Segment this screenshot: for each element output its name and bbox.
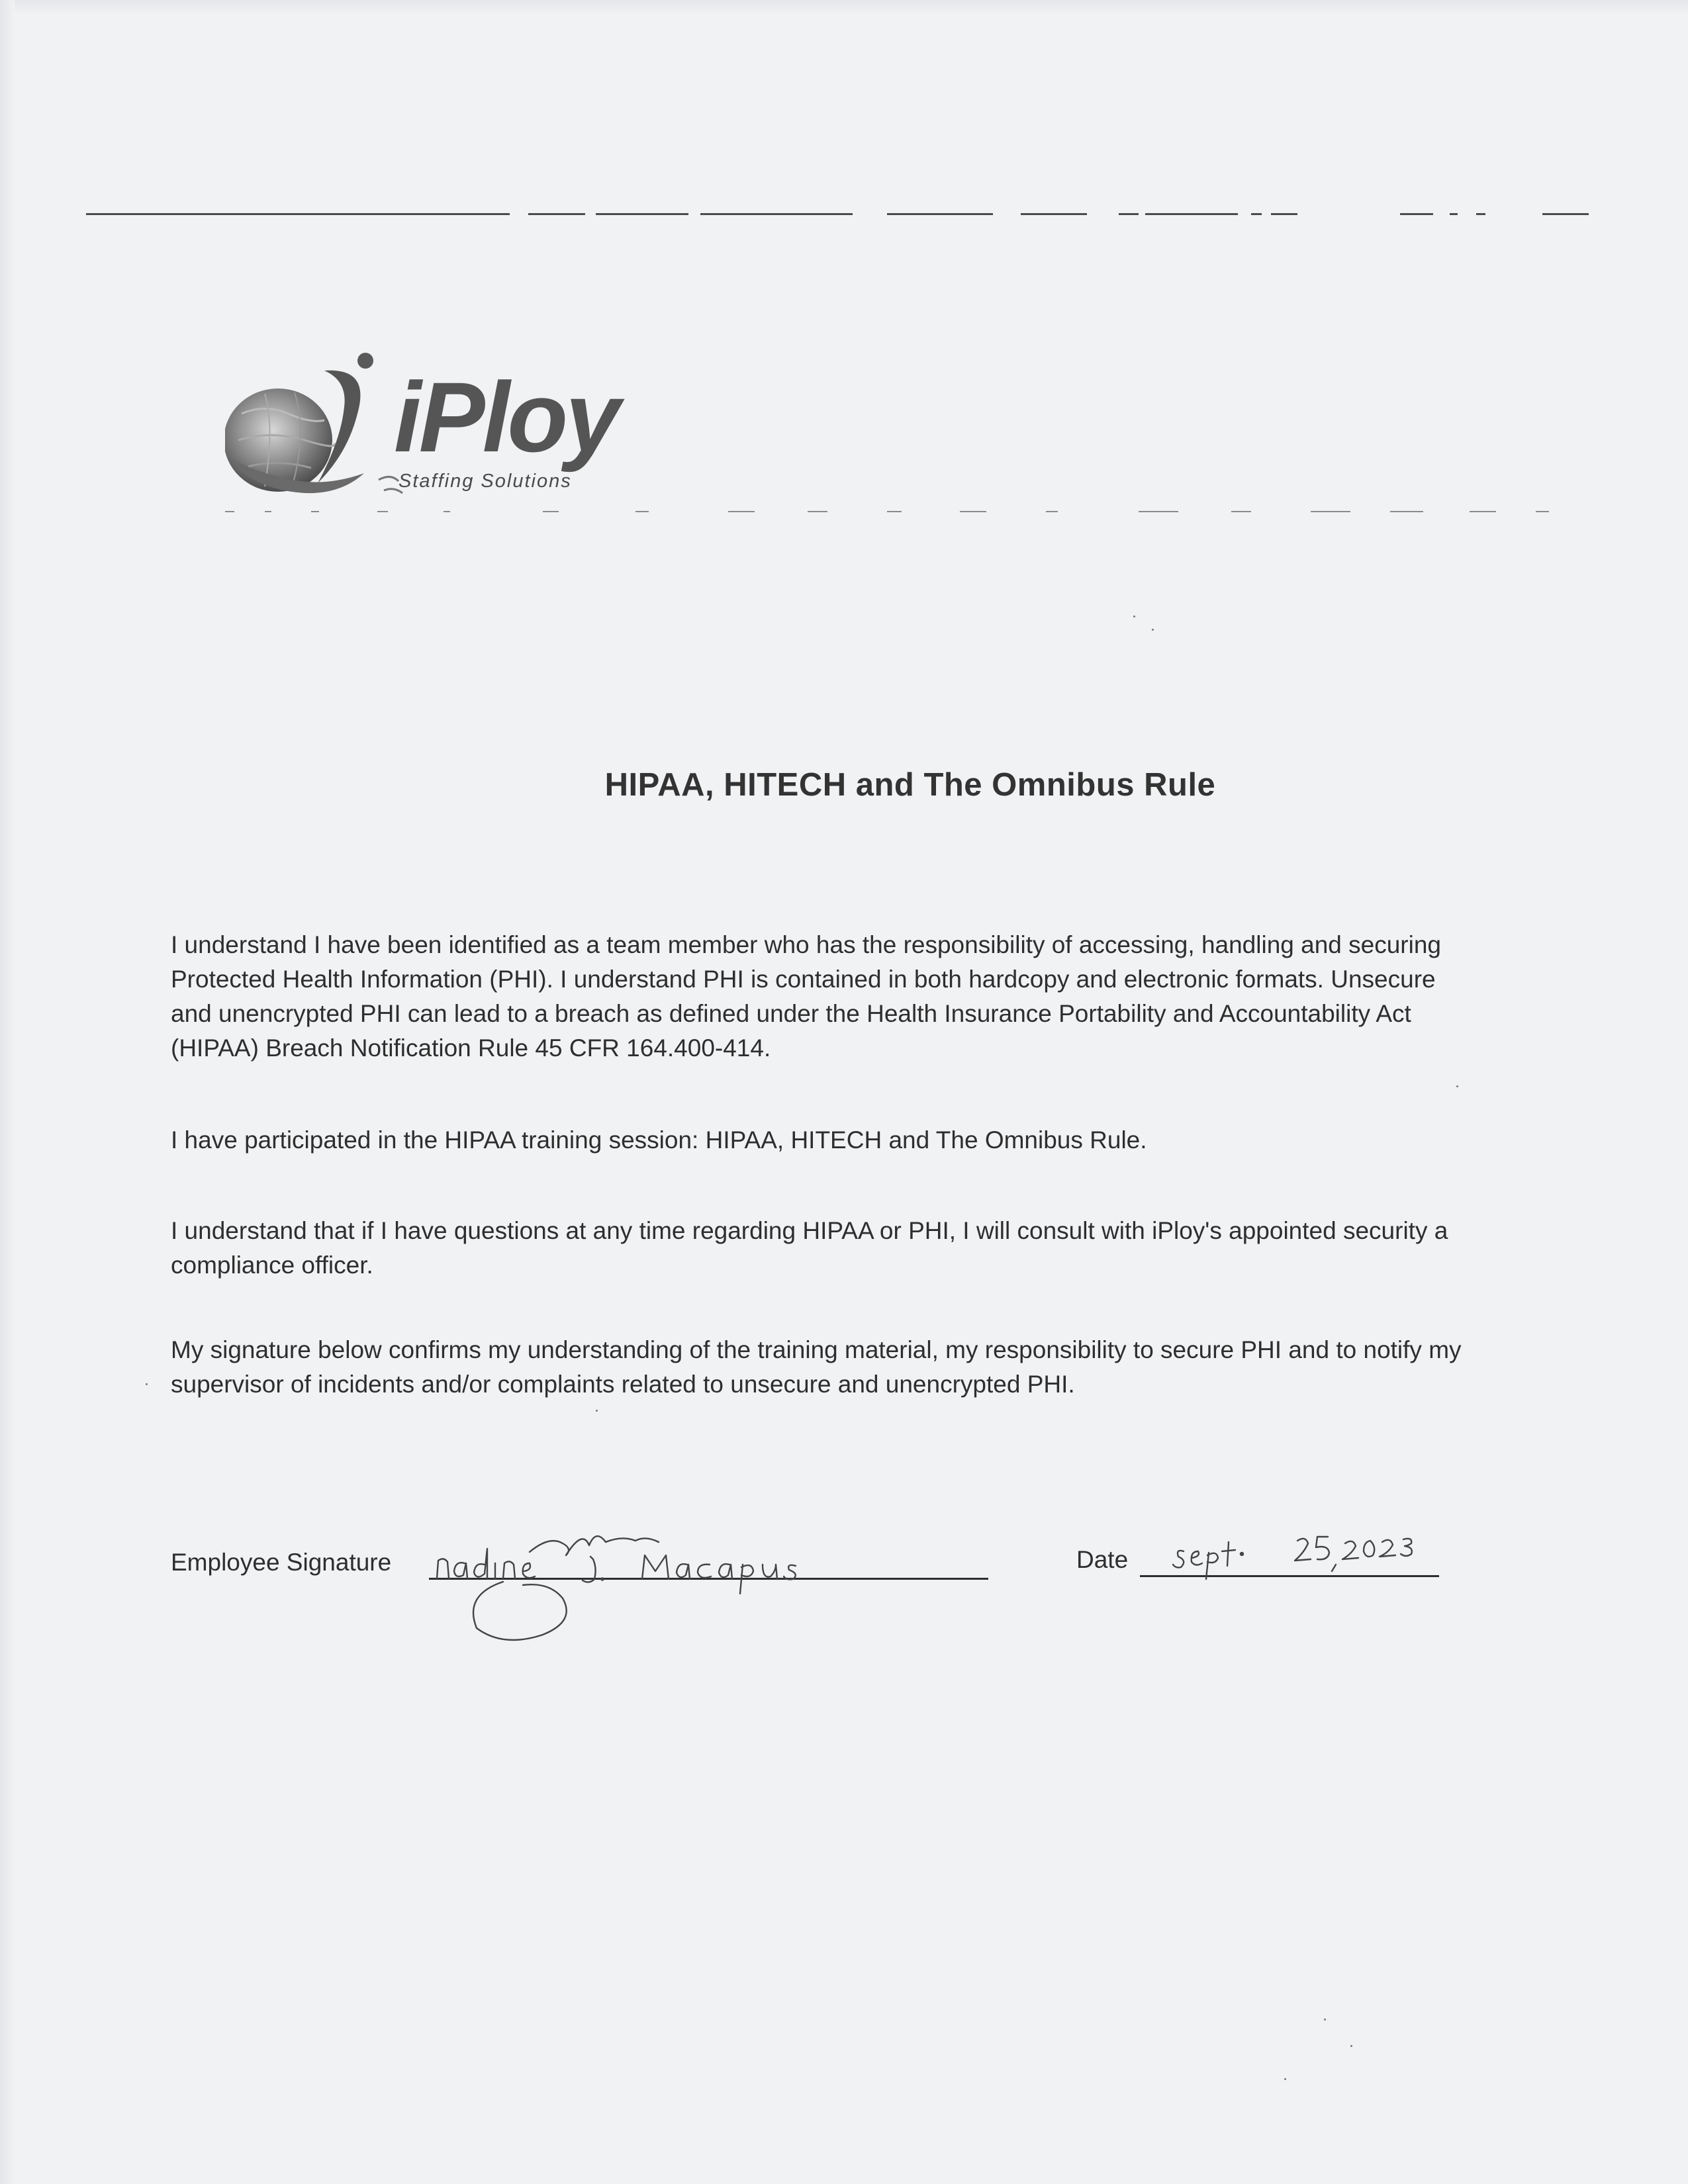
logo-wordmark: iPloy	[394, 361, 618, 473]
paragraph-questions	[171, 1214, 1687, 1283]
scan-speck	[1284, 2078, 1286, 2080]
company-logo	[225, 341, 688, 506]
scan-speck	[146, 1383, 148, 1385]
logo-dotted-rule	[225, 511, 1575, 514]
paragraph-line: I understand I have been identified as a team member who has the responsibility of accessing, handling and securing	[171, 931, 1441, 958]
date-label: Date	[1076, 1546, 1129, 1573]
paragraph-line: and unencrypted PHI can lead to a breach as defined under the Health Insurance Portability and Accountability Act	[171, 1000, 1411, 1027]
scan-speck	[1456, 1085, 1458, 1087]
scan-speck	[1152, 629, 1154, 631]
scan-edge-left	[0, 0, 15, 2184]
header-dashed-rule	[86, 213, 1595, 217]
paragraph-line: I have participated in the HIPAA training session: HIPAA, HITECH and The Omnibus Rule.	[171, 1126, 1147, 1154]
paragraph-training-session	[171, 1123, 1687, 1158]
employee-signature-label: Employee Signature	[171, 1549, 392, 1576]
paragraph-line: compliance officer.	[171, 1251, 373, 1279]
handwritten-date	[1172, 1524, 1450, 1583]
scan-speck	[1350, 2045, 1352, 2047]
logo-tagline: Staffing Solutions	[399, 471, 572, 492]
paragraph-line: I understand that if I have questions at any time regarding HIPAA or PHI, I will consult with iPloy's appointed security a	[171, 1217, 1448, 1244]
title-text: HIPAA, HITECH and The Omnibus Rule	[604, 767, 1216, 803]
paragraph-line: (HIPAA) Breach Notification Rule 45 CFR 164.400-414.	[171, 1034, 771, 1062]
paragraph-line: supervisor of incidents and/or complaints related to unsecure and unencrypted PHI.	[171, 1371, 1075, 1398]
scan-speck	[596, 1410, 598, 1412]
handwritten-signature	[424, 1516, 821, 1655]
paragraph-phi-responsibility	[171, 928, 1687, 1066]
paragraph-line: Protected Health Information (PHI). I understand PHI is contained in both hardcopy and electronic formats. Unsecure	[171, 966, 1436, 993]
paragraph-signature-confirmation	[171, 1333, 1687, 1402]
scan-speck	[1324, 2019, 1326, 2021]
paragraph-line: My signature below confirms my understanding of the training material, my responsibility to secure PHI and to notify my	[171, 1336, 1462, 1363]
scan-edge-top	[0, 0, 1688, 15]
scan-speck	[1133, 615, 1135, 617]
document-title	[0, 766, 1688, 803]
